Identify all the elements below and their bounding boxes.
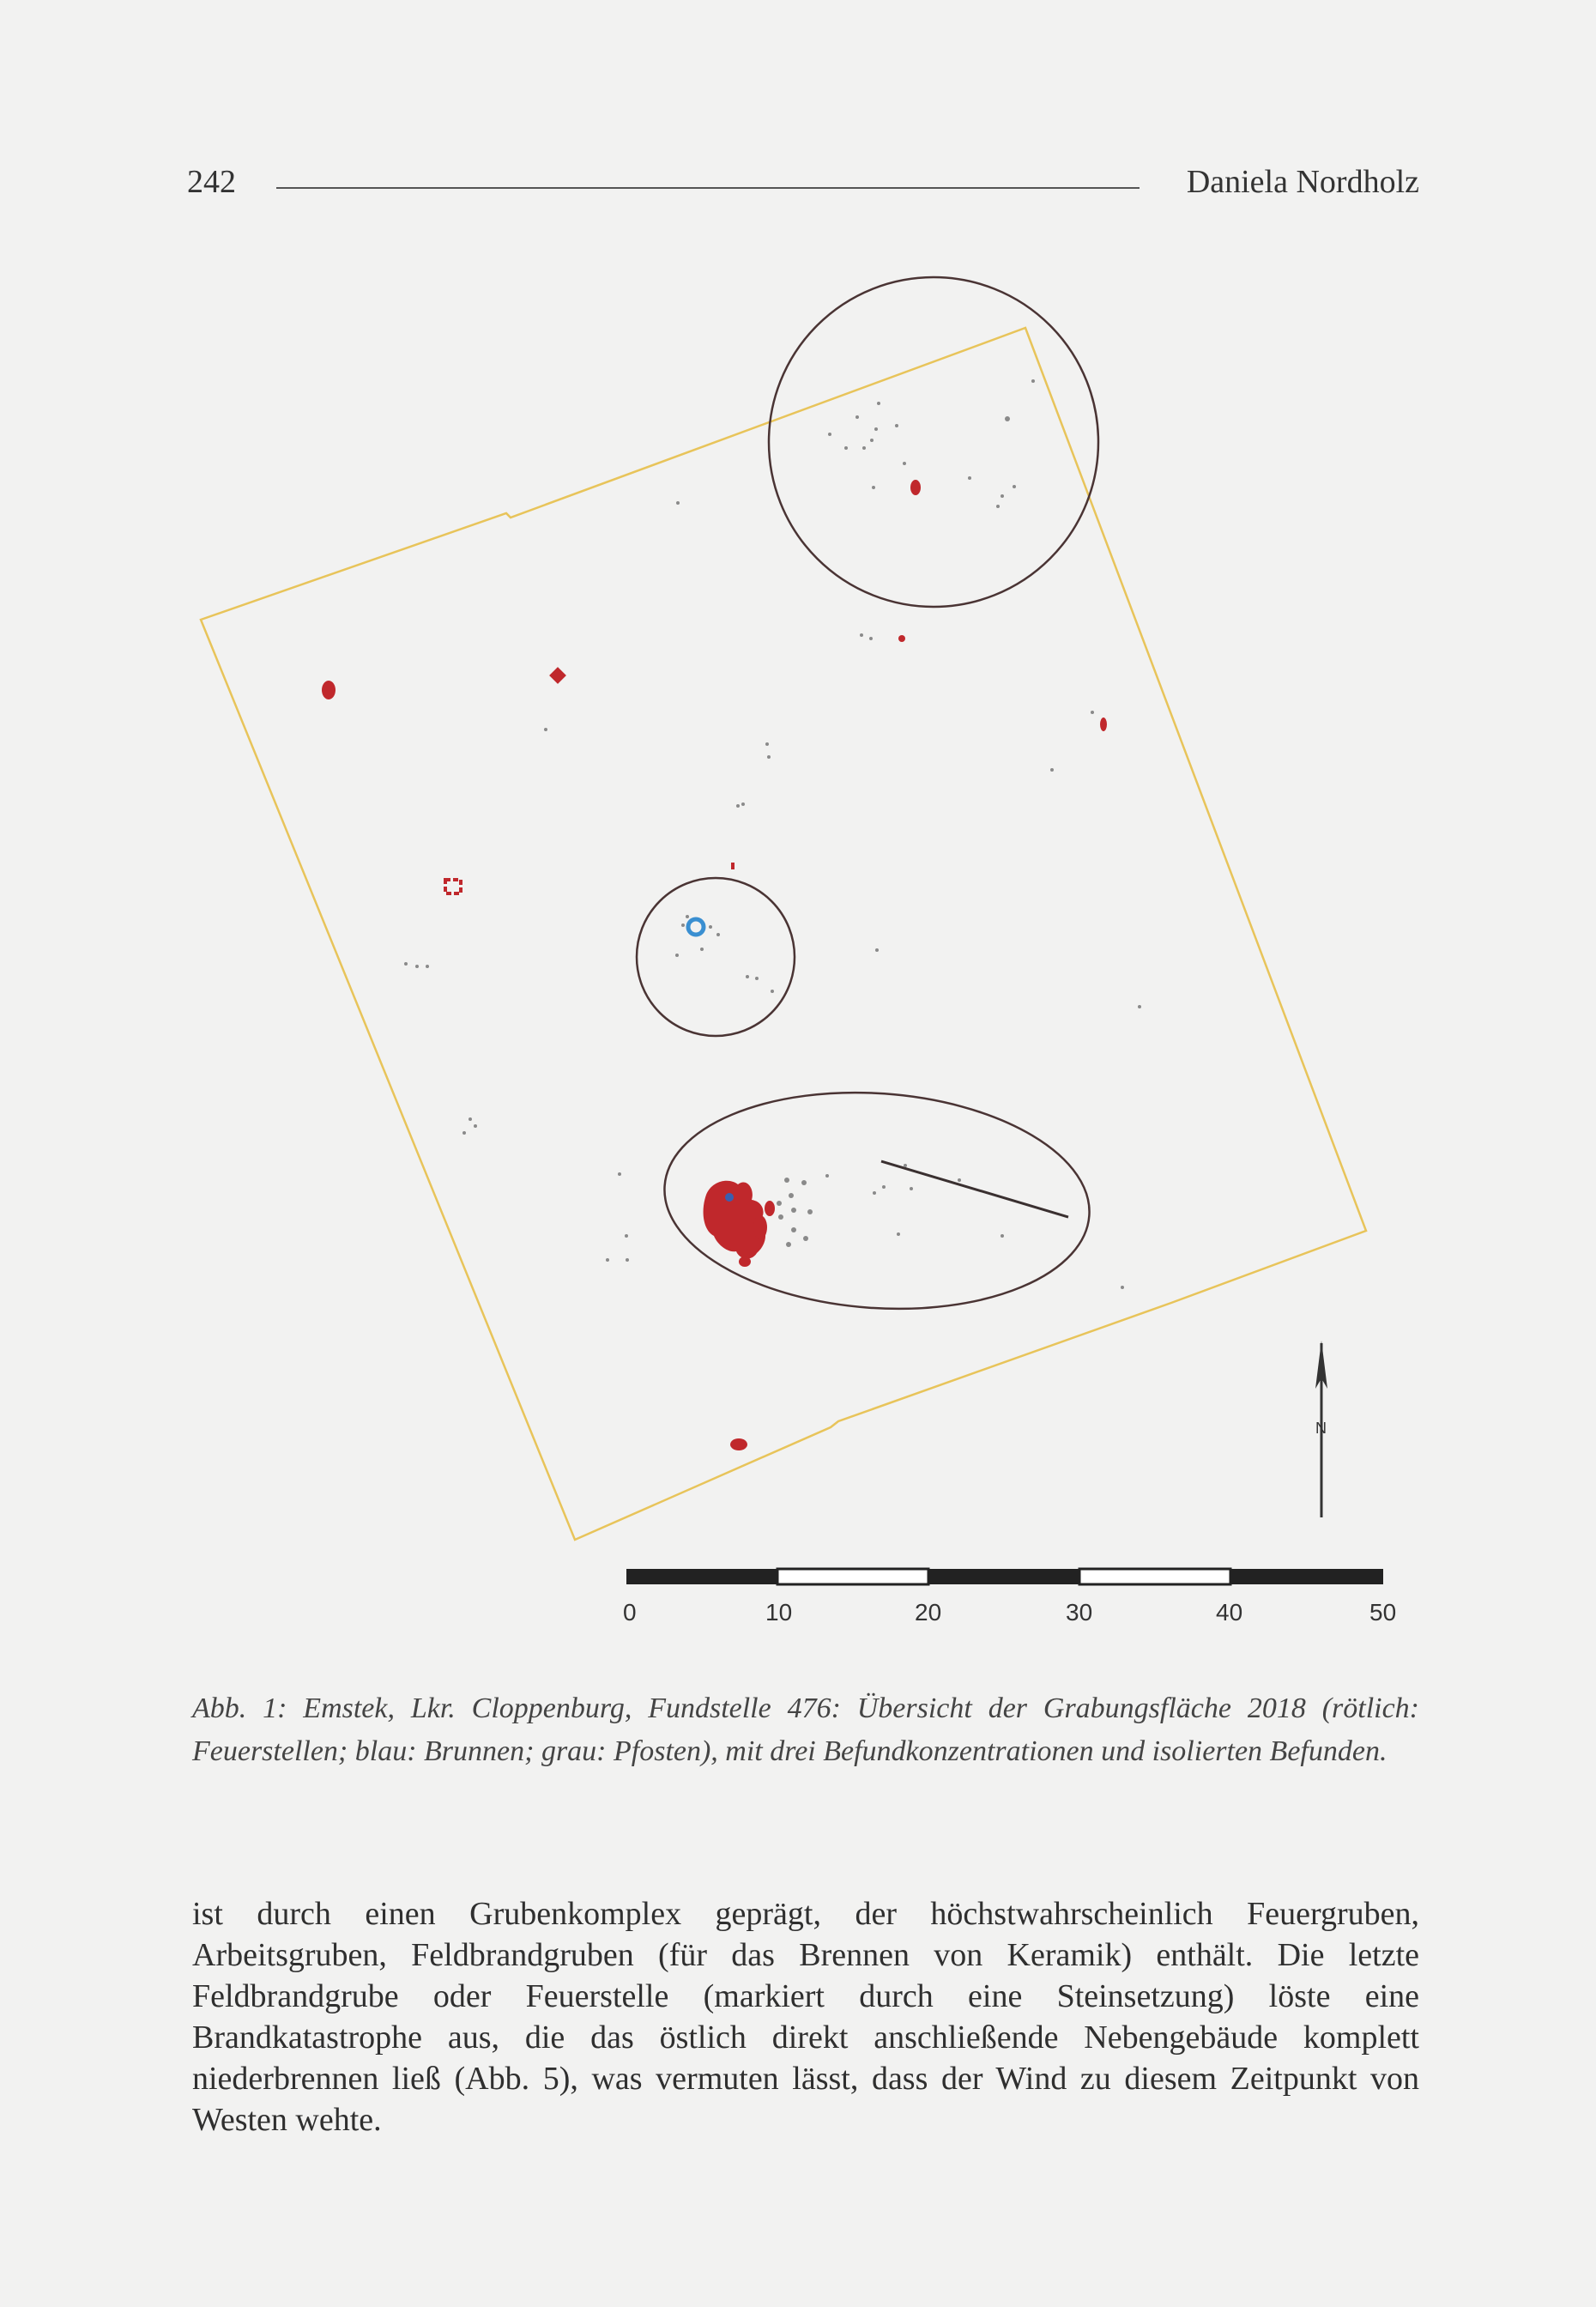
- posthole: [681, 923, 685, 927]
- concentration-north: [769, 277, 1098, 607]
- well: [688, 919, 734, 1202]
- fireplace: [898, 635, 905, 642]
- scale-segment: [1230, 1569, 1383, 1584]
- posthole: [862, 446, 866, 450]
- posthole: [618, 1172, 621, 1176]
- posthole: [1050, 768, 1054, 772]
- fireplace: [1100, 718, 1107, 731]
- fireplace: [753, 1215, 767, 1239]
- posthole: [606, 1258, 609, 1262]
- posthole: [786, 1242, 791, 1247]
- scale-tick-label: 50: [1369, 1599, 1397, 1626]
- posthole: [700, 948, 704, 951]
- fireplace: [322, 681, 336, 699]
- posthole: [469, 1117, 472, 1121]
- posthole: [872, 486, 875, 489]
- posthole: [844, 446, 848, 450]
- posthole: [1005, 416, 1010, 421]
- well-ring: [688, 919, 704, 935]
- fireplaces: [322, 480, 1107, 1450]
- posthole: [895, 424, 898, 427]
- posthole: [626, 1258, 629, 1262]
- posthole: [828, 433, 831, 436]
- posthole: [767, 755, 771, 759]
- excavation-plan: [172, 257, 1424, 1631]
- fireplace: [765, 1201, 775, 1216]
- fireplace: [910, 480, 921, 495]
- posthole: [875, 948, 879, 952]
- posthole: [860, 633, 863, 637]
- posthole: [474, 1124, 477, 1128]
- scale-segment: [928, 1569, 1079, 1584]
- scale-tick-label: 20: [915, 1599, 942, 1626]
- posthole: [778, 1214, 783, 1220]
- posthole: [746, 975, 749, 978]
- posthole: [686, 915, 689, 918]
- figure-caption: Abb. 1: Emstek, Lkr. Cloppenburg, Fundstelle 476: Übersicht der Grabungsfläche 2018 (rötlich: Feuerstellen; blau: Brunnen; grau: Pfosten), mit drei Befundkonzentrationen und isolierten Befunden.: [192, 1692, 1419, 1767]
- posthole: [544, 728, 547, 731]
- posthole: [771, 990, 774, 993]
- body-paragraph: ist durch einen Grubenkomplex geprägt, der höchstwahrscheinlich Feuergruben, Arbeitsgruben, Feldbrandgruben (für das Brennen von Keramik) enthält. Die letzte Feldbrandgrube oder Feuerstelle (markiert durch eine Steinsetzung) löste eine Brandkatastrophe aus, die das östlich direkt anschließende Nebengebäude komplett niederbrennen ließ (Abb. 5), was vermuten lässt, dass der Wind zu diesem Zeitpunkt von Westen wehte.: [192, 1896, 1419, 2138]
- posthole: [426, 965, 429, 968]
- north-label: N: [1315, 1420, 1327, 1437]
- fireplace: [730, 1438, 747, 1450]
- posthole: [877, 402, 880, 405]
- fireplace: [731, 863, 735, 869]
- scale-segment: [777, 1569, 928, 1584]
- linear-feature: [881, 1161, 1068, 1217]
- page-number: 242: [187, 164, 236, 200]
- posthole: [882, 1185, 886, 1189]
- north-arrow-icon: [1315, 1341, 1327, 1517]
- fireplace: [445, 880, 461, 893]
- posthole: [709, 925, 712, 929]
- posthole: [801, 1180, 807, 1185]
- posthole: [791, 1227, 796, 1232]
- posthole: [855, 415, 859, 419]
- posthole: [807, 1209, 813, 1214]
- posthole: [968, 476, 971, 480]
- scale-tick-label: 0: [623, 1599, 637, 1626]
- posthole: [958, 1178, 961, 1182]
- author-name: Daniela Nordholz: [1186, 164, 1419, 200]
- posthole: [1031, 379, 1035, 383]
- excavation-plan-figure: [172, 257, 1424, 1631]
- posthole: [755, 977, 759, 980]
- posthole: [777, 1201, 782, 1206]
- posthole: [784, 1178, 789, 1183]
- posthole: [736, 804, 740, 808]
- posthole: [903, 462, 906, 465]
- posthole: [675, 954, 679, 957]
- posthole: [870, 439, 874, 442]
- concentration-center: [637, 878, 795, 1036]
- posthole: [1091, 711, 1094, 714]
- scale-tick-label: 40: [1216, 1599, 1243, 1626]
- posthole: [904, 1164, 907, 1167]
- posthole: [874, 427, 878, 431]
- posthole: [1138, 1005, 1141, 1008]
- posthole: [996, 505, 1000, 508]
- posthole: [791, 1208, 796, 1213]
- posthole: [741, 802, 745, 806]
- well-inner: [725, 1193, 734, 1202]
- posthole: [789, 1193, 794, 1198]
- posthole: [803, 1236, 808, 1241]
- scale-tick-label: 10: [765, 1599, 793, 1626]
- posthole: [415, 965, 419, 968]
- posthole: [897, 1232, 900, 1236]
- posthole: [1001, 1234, 1004, 1238]
- posthole: [1001, 494, 1004, 498]
- posthole: [873, 1191, 876, 1195]
- fireplace: [549, 667, 566, 684]
- scale-segment: [1079, 1569, 1230, 1584]
- posthole: [462, 1131, 466, 1135]
- posthole: [910, 1187, 913, 1190]
- posthole: [825, 1174, 829, 1178]
- header-rule: [276, 187, 1140, 189]
- posthole: [1121, 1286, 1124, 1289]
- posthole: [869, 637, 873, 640]
- posthole: [1013, 485, 1016, 488]
- posthole: [676, 501, 680, 505]
- running-head: [187, 163, 1419, 209]
- posthole: [765, 742, 769, 746]
- scale-segment: [626, 1569, 777, 1584]
- scale-tick-label: 30: [1066, 1599, 1093, 1626]
- posthole: [404, 962, 408, 966]
- scale-bar: [623, 1569, 1396, 1626]
- posthole: [625, 1234, 628, 1238]
- fireplace: [739, 1256, 751, 1267]
- posthole: [716, 933, 720, 936]
